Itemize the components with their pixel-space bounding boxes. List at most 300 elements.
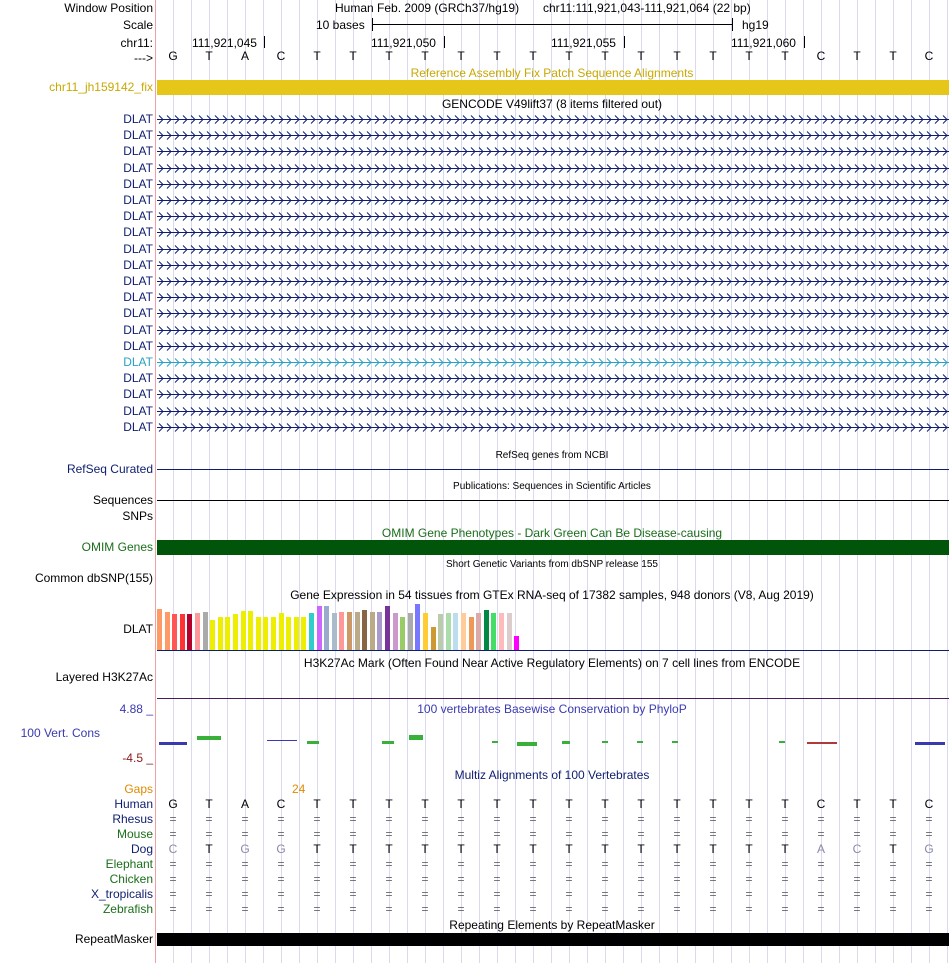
gtex-tissue-bar[interactable]: [187, 614, 192, 650]
strand-arrows: [157, 115, 949, 124]
conservation-track-label[interactable]: 100 Vert. Cons: [20, 726, 100, 740]
multiz-match-mark: =: [205, 857, 213, 871]
multiz-match-mark: =: [601, 857, 609, 871]
base-letter: T: [385, 49, 393, 63]
multiz-match-mark: =: [925, 902, 933, 916]
multiz-match-mark: =: [205, 812, 213, 826]
gtex-tissue-bar[interactable]: [377, 612, 382, 650]
gtex-tissue-bar[interactable]: [225, 617, 230, 650]
multiz-base-letter: T: [457, 842, 465, 856]
multiz-match-mark: =: [457, 902, 465, 916]
multiz-match-mark: =: [313, 812, 321, 826]
conservation-mark: [159, 742, 187, 745]
gtex-tissue-bar[interactable]: [210, 620, 215, 650]
gtex-tissue-bar[interactable]: [301, 617, 306, 650]
snps-track-label[interactable]: SNPs: [122, 509, 153, 523]
multiz-match-mark: =: [529, 812, 537, 826]
multiz-match-mark: =: [889, 887, 897, 901]
multiz-match-mark: =: [421, 887, 429, 901]
multiz-species-label[interactable]: Zebrafish: [102, 902, 153, 916]
multiz-match-mark: =: [673, 827, 681, 841]
multiz-match-mark: =: [313, 887, 321, 901]
gencode-transcript-label[interactable]: DLAT: [123, 322, 153, 337]
gtex-tissue-bar[interactable]: [248, 611, 253, 650]
refseq-track-label[interactable]: RefSeq Curated: [66, 462, 153, 476]
multiz-match-mark: =: [709, 827, 717, 841]
multiz-match-mark: =: [709, 902, 717, 916]
strand-arrows: [157, 407, 949, 416]
gtex-tissue-bar[interactable]: [446, 613, 451, 650]
multiz-species-label[interactable]: Elephant: [105, 857, 153, 871]
base-letter: C: [276, 49, 286, 63]
tick-mark: [804, 36, 805, 48]
conservation-mark: [382, 741, 394, 744]
multiz-base-letter: C: [852, 842, 862, 856]
multiz-match-mark: =: [529, 902, 537, 916]
assembly-title: Human Feb. 2009 (GRCh37/hg19): [335, 1, 520, 15]
gencode-transcript-label[interactable]: DLAT: [123, 209, 153, 224]
gencode-transcript-label[interactable]: DLAT: [123, 274, 153, 288]
gtex-tissue-bar[interactable]: [324, 606, 329, 650]
multiz-match-mark: =: [277, 872, 285, 886]
gtex-tissue-bar[interactable]: [218, 617, 223, 650]
multiz-species-label[interactable]: Human: [114, 797, 153, 811]
gencode-transcript-label[interactable]: DLAT: [123, 225, 153, 240]
multiz-match-mark: =: [781, 902, 789, 916]
base-letter: G: [168, 49, 178, 63]
multiz-match-mark: =: [673, 812, 681, 826]
refseq-gene-line[interactable]: [157, 469, 949, 470]
base-letter: T: [565, 49, 573, 63]
multiz-match-mark: =: [349, 827, 357, 841]
window-position-label: Window Position: [64, 1, 153, 15]
conservation-mark: [807, 742, 837, 744]
gtex-tissue-bar[interactable]: [332, 613, 337, 650]
conservation-mark: [197, 736, 221, 740]
multiz-match-mark: =: [421, 872, 429, 886]
gtex-track-title: Gene Expression in 54 tissues from GTEx RNA-seq of 17382 samples, 948 donors (V8, Aug 2019): [290, 588, 814, 602]
multiz-match-mark: =: [205, 887, 213, 901]
gtex-tissue-bar[interactable]: [309, 613, 314, 650]
base-letter: T: [637, 49, 645, 63]
multiz-track-title: Multiz Alignments of 100 Vertebrates: [454, 768, 650, 782]
multiz-match-mark: =: [457, 872, 465, 886]
multiz-match-mark: =: [601, 902, 609, 916]
multiz-species-label[interactable]: X_tropicalis: [90, 887, 153, 901]
multiz-match-mark: =: [313, 902, 321, 916]
multiz-match-mark: =: [925, 887, 933, 901]
gtex-tissue-bar[interactable]: [507, 613, 512, 650]
gencode-transcript-label[interactable]: DLAT: [123, 241, 153, 256]
strand-arrows: [157, 196, 949, 205]
multiz-base-letter: A: [816, 842, 825, 856]
multiz-match-mark: =: [817, 872, 825, 886]
gtex-tissue-bar[interactable]: [362, 610, 367, 650]
scale-db-label: hg19: [742, 18, 769, 32]
gtex-tissue-bar[interactable]: [263, 617, 268, 650]
conservation-mark: [492, 741, 498, 743]
strand-arrows: [157, 164, 949, 173]
multiz-match-mark: =: [673, 887, 681, 901]
conservation-mark: [517, 742, 537, 746]
gtex-tissue-bar[interactable]: [385, 606, 390, 650]
gtex-tissue-bar[interactable]: [499, 613, 504, 650]
multiz-base-letter: A: [240, 797, 249, 811]
tick-mark: [624, 36, 625, 48]
multiz-match-mark: =: [385, 827, 393, 841]
tick-label: 111,921,060: [731, 36, 796, 50]
gtex-tissue-bar[interactable]: [339, 612, 344, 650]
multiz-match-mark: =: [385, 902, 393, 916]
tick-mark: [264, 36, 265, 48]
scale-label: Scale: [122, 18, 153, 32]
gtex-tissue-bar[interactable]: [271, 617, 276, 650]
multiz-match-mark: =: [889, 812, 897, 826]
gencode-transcript-label[interactable]: DLAT: [123, 144, 153, 159]
multiz-match-mark: =: [889, 857, 897, 871]
multiz-match-mark: =: [565, 812, 573, 826]
multiz-match-mark: =: [529, 827, 537, 841]
gtex-tissue-bar[interactable]: [195, 613, 200, 650]
scale-bar: [372, 24, 733, 25]
multiz-match-mark: =: [205, 827, 213, 841]
gencode-transcript-label[interactable]: DLAT: [123, 403, 153, 418]
tick-label: 111,921,055: [551, 36, 616, 50]
gtex-tissue-bar[interactable]: [203, 612, 208, 650]
multiz-species-label[interactable]: Chicken: [109, 872, 153, 886]
multiz-match-mark: =: [673, 857, 681, 871]
strand-arrows: [157, 245, 949, 254]
base-letter: T: [421, 49, 429, 63]
multiz-match-mark: =: [277, 812, 285, 826]
multiz-base-letter: T: [457, 797, 465, 811]
gtex-tissue-bar[interactable]: [157, 609, 162, 650]
multiz-match-mark: =: [313, 827, 321, 841]
multiz-match-mark: =: [421, 902, 429, 916]
gencode-transcript-label[interactable]: DLAT: [123, 290, 153, 305]
multiz-match-mark: =: [385, 857, 393, 871]
multiz-base-letter: T: [421, 797, 429, 811]
publications-track-label[interactable]: Sequences: [92, 493, 153, 507]
gtex-tissue-bar[interactable]: [317, 606, 322, 650]
dbsnp-track-label[interactable]: Common dbSNP(155): [34, 571, 153, 585]
multiz-match-mark: =: [169, 857, 177, 871]
gtex-tissue-bar[interactable]: [431, 627, 436, 650]
multiz-match-mark: =: [277, 887, 285, 901]
multiz-match-mark: =: [385, 872, 393, 886]
multiz-match-mark: =: [781, 887, 789, 901]
multiz-base-letter: T: [565, 842, 573, 856]
conservation-mark: [779, 741, 785, 743]
multiz-match-mark: =: [781, 857, 789, 871]
gtex-tissue-bar[interactable]: [484, 610, 489, 650]
repeatmasker-bar[interactable]: [157, 933, 949, 946]
multiz-match-mark: =: [925, 872, 933, 886]
gencode-transcript-label[interactable]: DLAT: [123, 306, 153, 321]
strand-arrows: [157, 358, 949, 367]
multiz-match-mark: =: [241, 812, 249, 826]
gencode-transcript-label[interactable]: DLAT: [123, 338, 153, 353]
gtex-tissue-bar[interactable]: [233, 614, 238, 650]
publications-sequence-line[interactable]: [157, 500, 949, 501]
multiz-match-mark: =: [277, 902, 285, 916]
multiz-base-letter: C: [276, 797, 286, 811]
conservation-mark: [672, 741, 678, 743]
conservation-track-title: 100 vertebrates Basewise Conservation by PhyloP: [417, 702, 687, 716]
multiz-match-mark: =: [169, 887, 177, 901]
gencode-transcript-label[interactable]: DLAT: [123, 176, 153, 191]
multiz-match-mark: =: [169, 812, 177, 826]
conservation-plot[interactable]: [157, 730, 949, 754]
conservation-mark: [915, 742, 945, 745]
position-readout: chr11:111,921,043-111,921,064 (22 bp): [543, 1, 751, 15]
gtex-tissue-bar[interactable]: [241, 611, 246, 650]
multiz-base-letter: G: [924, 842, 934, 856]
strand-arrows: [157, 423, 949, 432]
multiz-match-mark: =: [241, 872, 249, 886]
strand-arrows: [157, 180, 949, 189]
base-letter: T: [745, 49, 753, 63]
gtex-tissue-bar[interactable]: [355, 612, 360, 650]
multiz-base-letter: T: [673, 842, 681, 856]
gtex-tissue-bar[interactable]: [476, 613, 481, 650]
multiz-match-mark: =: [781, 812, 789, 826]
gtex-tissue-bar[interactable]: [370, 612, 375, 650]
multiz-match-mark: =: [601, 887, 609, 901]
multiz-match-mark: =: [457, 827, 465, 841]
strand-arrows: [157, 212, 949, 221]
strand-arrows: [157, 390, 949, 399]
dbsnp-track-title: Short Genetic Variants from dbSNP release 155: [446, 559, 658, 570]
multiz-match-mark: =: [205, 902, 213, 916]
gencode-track-title: GENCODE V49lift37 (8 items filtered out): [441, 97, 663, 111]
chrom-label: chr11:: [120, 36, 153, 50]
base-letter: C: [816, 49, 826, 63]
multiz-base-letter: T: [349, 797, 357, 811]
multiz-match-mark: =: [745, 857, 753, 871]
multiz-match-mark: =: [565, 827, 573, 841]
multiz-match-mark: =: [853, 857, 861, 871]
multiz-match-mark: =: [889, 872, 897, 886]
multiz-match-mark: =: [349, 857, 357, 871]
strand-label: --->: [134, 51, 153, 65]
omim-track-label[interactable]: OMIM Genes: [81, 540, 153, 554]
tick-label: 111,921,050: [371, 36, 436, 50]
gtex-bar-chart[interactable]: [157, 603, 557, 650]
multiz-match-mark: =: [565, 857, 573, 871]
gtex-tissue-bar[interactable]: [514, 636, 519, 650]
gtex-tissue-bar[interactable]: [438, 614, 443, 650]
multiz-base-letter: T: [385, 842, 393, 856]
multiz-base-letter: T: [709, 842, 717, 856]
conservation-mark: [267, 740, 297, 741]
multiz-match-mark: =: [169, 872, 177, 886]
multiz-base-letter: T: [745, 842, 753, 856]
gencode-transcript-label[interactable]: DLAT: [123, 371, 153, 386]
multiz-match-mark: =: [853, 812, 861, 826]
gtex-tissue-bar[interactable]: [393, 613, 398, 650]
multiz-match-mark: =: [457, 857, 465, 871]
base-letter: T: [709, 49, 717, 63]
multiz-base-letter: T: [529, 842, 537, 856]
conservation-mark: [307, 741, 319, 744]
multiz-match-mark: =: [709, 887, 717, 901]
fix-patch-bar[interactable]: [157, 80, 949, 95]
multiz-species-label[interactable]: Mouse: [116, 827, 153, 841]
multiz-base-letter: T: [781, 842, 789, 856]
multiz-base-letter: T: [601, 797, 609, 811]
gtex-tissue-bar[interactable]: [165, 612, 170, 650]
h3k27ac-track-label[interactable]: Layered H3K27Ac: [55, 670, 153, 684]
multiz-match-mark: =: [817, 857, 825, 871]
multiz-match-mark: =: [493, 902, 501, 916]
multiz-match-mark: =: [493, 887, 501, 901]
multiz-base-letter: C: [816, 797, 826, 811]
gtex-tissue-bar[interactable]: [180, 614, 185, 650]
gencode-transcript-label[interactable]: DLAT: [123, 193, 153, 207]
gtex-tissue-bar[interactable]: [256, 617, 261, 650]
strand-arrows: [157, 309, 949, 318]
gencode-transcript-label[interactable]: DLAT: [123, 387, 153, 402]
h3k27ac-track-title: H3K27Ac Mark (Often Found Near Active Regulatory Elements) on 7 cell lines from ENCODE: [303, 656, 801, 670]
multiz-species-label[interactable]: Rhesus: [112, 812, 153, 826]
base-letter: T: [781, 49, 789, 63]
multiz-match-mark: =: [313, 857, 321, 871]
gencode-transcript-label[interactable]: DLAT: [123, 112, 153, 126]
gencode-transcript-label[interactable]: DLAT: [123, 128, 153, 143]
multiz-match-mark: =: [781, 827, 789, 841]
gtex-tissue-bar[interactable]: [453, 613, 458, 650]
multiz-base-letter: T: [565, 797, 573, 811]
multiz-base-letter: T: [313, 797, 321, 811]
multiz-match-mark: =: [493, 827, 501, 841]
repeatmasker-track-label[interactable]: RepeatMasker: [74, 932, 153, 946]
base-letter: T: [529, 49, 537, 63]
conservation-min-label: -4.5 _: [122, 751, 153, 765]
multiz-match-mark: =: [529, 857, 537, 871]
gtex-tissue-bar[interactable]: [415, 604, 420, 650]
strand-arrows: [157, 342, 949, 351]
multiz-base-letter: C: [924, 797, 934, 811]
multiz-match-mark: =: [673, 872, 681, 886]
multiz-base-letter: G: [240, 842, 250, 856]
gtex-gene-label[interactable]: DLAT: [123, 622, 153, 636]
multiz-match-mark: =: [853, 827, 861, 841]
multiz-match-mark: =: [169, 827, 177, 841]
multiz-match-mark: =: [565, 902, 573, 916]
multiz-base-letter: T: [745, 797, 753, 811]
multiz-base-letter: T: [493, 797, 501, 811]
base-letter: T: [205, 49, 213, 63]
multiz-base-letter: T: [709, 797, 717, 811]
multiz-match-mark: =: [349, 872, 357, 886]
multiz-match-mark: =: [241, 857, 249, 871]
strand-arrows: [157, 228, 949, 237]
multiz-match-mark: =: [241, 902, 249, 916]
gtex-tissue-bar[interactable]: [172, 614, 177, 650]
multiz-match-mark: =: [349, 902, 357, 916]
gtex-tissue-bar[interactable]: [294, 617, 299, 650]
base-letter: T: [853, 49, 861, 63]
fix-patch-item-label[interactable]: chr11_jh159142_fix: [49, 80, 153, 94]
conservation-mark: [562, 741, 570, 744]
multiz-base-letter: T: [637, 797, 645, 811]
multiz-match-mark: =: [421, 857, 429, 871]
gencode-transcript-label[interactable]: DLAT: [123, 160, 153, 175]
strand-arrows: [157, 277, 949, 286]
strand-arrows: [157, 326, 949, 335]
multiz-base-letter: T: [781, 797, 789, 811]
gtex-tissue-bar[interactable]: [408, 613, 413, 650]
multiz-base-letter: G: [168, 797, 178, 811]
multiz-base-letter: T: [385, 797, 393, 811]
conservation-mark: [409, 735, 423, 740]
multiz-match-mark: =: [529, 872, 537, 886]
gencode-transcript-label[interactable]: DLAT: [123, 355, 153, 369]
gtex-tissue-bar[interactable]: [423, 613, 428, 650]
multiz-match-mark: =: [709, 812, 717, 826]
tick-mark: [444, 36, 445, 48]
strand-arrows: [157, 131, 949, 140]
gtex-tissue-bar[interactable]: [491, 613, 496, 650]
multiz-match-mark: =: [745, 872, 753, 886]
multiz-match-mark: =: [673, 902, 681, 916]
multiz-match-mark: =: [925, 857, 933, 871]
multiz-match-mark: =: [385, 812, 393, 826]
gtex-tissue-bar[interactable]: [279, 613, 284, 650]
strand-arrows: [157, 293, 949, 302]
multiz-match-mark: =: [817, 827, 825, 841]
multiz-match-mark: =: [493, 857, 501, 871]
base-letter: T: [889, 49, 897, 63]
multiz-match-mark: =: [241, 827, 249, 841]
multiz-base-letter: T: [889, 797, 897, 811]
multiz-match-mark: =: [421, 827, 429, 841]
scale-bar-left-cap: [372, 18, 373, 31]
omim-gene-bar[interactable]: [157, 540, 949, 555]
omim-track-title: OMIM Gene Phenotypes - Dark Green Can Be Disease-causing: [381, 526, 723, 540]
gtex-tissue-bar[interactable]: [469, 617, 474, 650]
multiz-match-mark: =: [637, 902, 645, 916]
multiz-match-mark: =: [745, 887, 753, 901]
strand-arrows: [157, 147, 949, 156]
gtex-tissue-bar[interactable]: [461, 613, 466, 650]
multiz-match-mark: =: [781, 872, 789, 886]
gencode-transcript-label[interactable]: DLAT: [123, 419, 153, 434]
multiz-match-mark: =: [817, 812, 825, 826]
multiz-base-letter: T: [421, 842, 429, 856]
gtex-tissue-bar[interactable]: [286, 617, 291, 650]
multiz-base-letter: G: [276, 842, 286, 856]
multiz-match-mark: =: [457, 887, 465, 901]
multiz-base-letter: T: [673, 797, 681, 811]
strand-arrows: [157, 374, 949, 383]
gencode-transcript-label[interactable]: DLAT: [123, 257, 153, 272]
gtex-tissue-bar[interactable]: [400, 617, 405, 650]
multiz-match-mark: =: [745, 902, 753, 916]
multiz-match-mark: =: [637, 812, 645, 826]
multiz-match-mark: =: [529, 887, 537, 901]
multiz-match-mark: =: [637, 887, 645, 901]
gtex-baseline: [157, 650, 949, 651]
multiz-base-letter: T: [889, 842, 897, 856]
multiz-match-mark: =: [889, 902, 897, 916]
gtex-tissue-bar[interactable]: [347, 612, 352, 650]
multiz-base-letter: C: [168, 842, 178, 856]
grid-line: [947, 0, 948, 963]
multiz-match-mark: =: [889, 827, 897, 841]
multiz-species-label[interactable]: Dog: [130, 842, 153, 856]
